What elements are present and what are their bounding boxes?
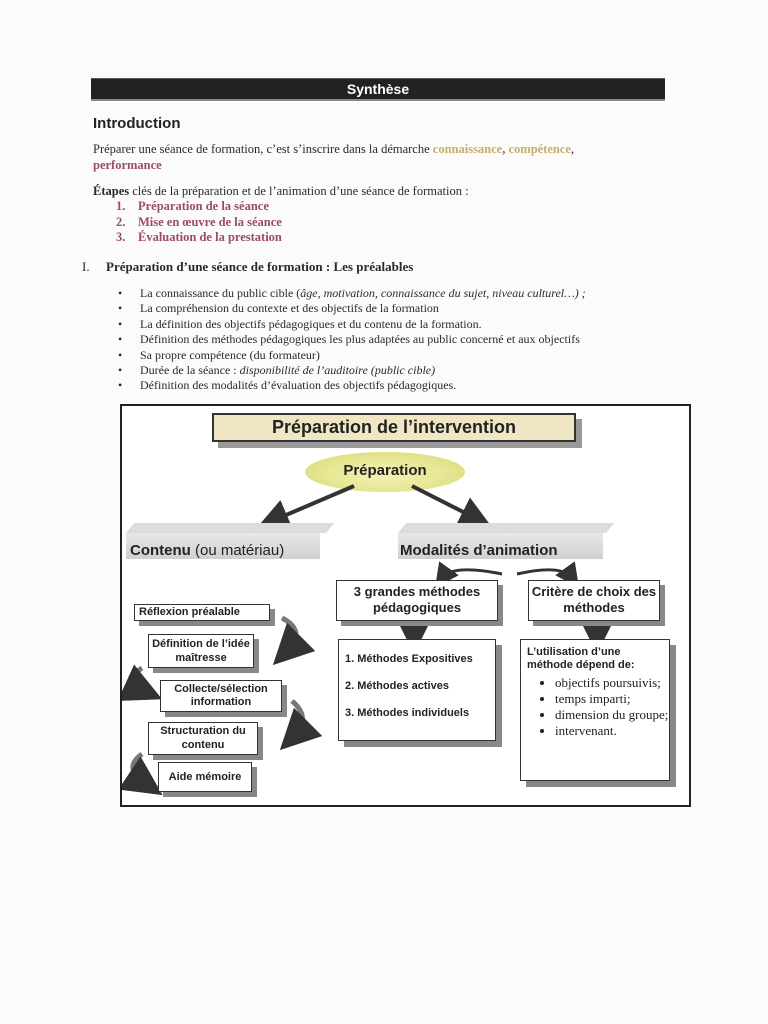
step-aide-memoire: Aide mémoire — [158, 762, 252, 792]
etape-item — [116, 215, 282, 231]
bullet-text: Durée de la séance : — [140, 363, 240, 378]
curve-arrow-3 — [292, 701, 303, 736]
introduction-paragraph — [93, 141, 653, 173]
list-item: • temps imparti; — [555, 691, 669, 707]
list-item: • Définition des méthodes pédagogiques les plus adaptées au public concerné et aux objectifs — [118, 332, 586, 347]
bullet-text: La connaissance du public cible ( — [140, 286, 301, 300]
etape-text: Évaluation de la prestation — [138, 230, 282, 244]
preparation-label: Préparation — [343, 462, 427, 479]
list-item: • La compréhension du contexte et des objectifs de la formation — [118, 301, 586, 316]
list-item: • objectifs poursuivis; — [555, 675, 669, 691]
etape-text: Préparation de la séance — [138, 199, 269, 213]
methods-list-box — [338, 639, 496, 741]
list-item — [118, 363, 586, 378]
arrow-to-contenu — [272, 486, 354, 521]
methods-box: 3 grandes méthodes pédagogiques — [336, 580, 498, 621]
criteria-list-box — [520, 639, 670, 781]
list-item: • La définition des objectifs pédagogiques et du contenu de la formation. — [118, 317, 586, 332]
section-heading — [82, 259, 413, 275]
introduction-heading: Introduction — [93, 115, 181, 132]
etapes-list — [116, 199, 282, 246]
list-item — [118, 286, 586, 301]
step-definition: Définition de l’idée maîtresse — [148, 634, 254, 668]
keyword-competence: compétence — [508, 142, 571, 156]
arrow-to-modalites — [412, 486, 477, 519]
synthese-banner: Synthèse — [91, 78, 665, 101]
etape-number: 2. — [116, 214, 126, 229]
section-title: Préparation d’une séance de formation : Les préalables — [106, 259, 414, 274]
method-item: 1. Méthodes Expositives — [345, 653, 473, 665]
method-item: 3. Méthodes individuels — [345, 707, 470, 719]
etapes-bold: Étapes — [93, 184, 130, 198]
contenu-bold: Contenu — [130, 542, 191, 559]
step-collecte: Collecte/sélection information — [160, 680, 282, 712]
arrow-to-methods — [442, 570, 502, 578]
curve-arrow-4 — [133, 754, 146, 784]
etape-text: Mise en œuvre de la séance — [138, 214, 282, 229]
contenu-label — [130, 542, 284, 559]
list-item: • Définition des modalités d’évaluation des objectifs pédagogiques. — [118, 378, 586, 393]
method-item: 2. Méthodes actives — [345, 680, 449, 692]
list-item: • Sa propre compétence (du formateur) — [118, 348, 586, 363]
step-reflexion: Réflexion préalable — [134, 604, 270, 621]
criteria-list — [527, 675, 669, 739]
etapes-rest: clés de la préparation et de l’animation d’une séance de formation : — [129, 184, 469, 198]
diagram-title: Préparation de l’intervention — [212, 413, 576, 442]
etape-number: 3. — [116, 230, 126, 244]
etape-item — [116, 199, 282, 215]
preparation-diagram — [120, 404, 691, 807]
arrow-to-criteria — [517, 570, 572, 578]
etape-number: 1. — [116, 199, 126, 213]
list-item: • intervenant. — [555, 723, 669, 739]
curve-arrow-2 — [132, 668, 144, 691]
criteria-box: Critère de choix des méthodes — [528, 580, 660, 621]
keyword-comma: , — [570, 142, 575, 156]
etape-item — [116, 230, 282, 246]
step-structuration: Structuration du contenu — [148, 722, 258, 755]
keyword-separator: , — [502, 142, 509, 156]
curve-arrow-1 — [282, 618, 296, 651]
etapes-lead — [93, 184, 469, 199]
list-item: • dimension du groupe; — [555, 707, 669, 723]
prerequisites-list — [118, 286, 586, 394]
contenu-bar-top — [126, 523, 334, 533]
bullet-italic: disponibilité de l’auditoire (public cible) — [239, 363, 436, 378]
bullet-italic: âge, motivation, connaissance du sujet, niveau culturel…) ; — [300, 286, 586, 300]
modalites-label: Modalités d’animation — [400, 542, 558, 559]
criteria-heading: L’utilisation d’une méthode dépend de: — [527, 646, 635, 671]
intro-text: Préparer une séance de formation, c’est s’inscrire dans la démarche — [93, 142, 433, 156]
keyword-performance: performance — [93, 158, 162, 172]
contenu-normal: (ou matériau) — [190, 542, 285, 559]
modalites-bar-top — [398, 523, 614, 533]
keyword-connaissance: connaissance — [432, 142, 503, 156]
section-number: I. — [82, 259, 90, 274]
